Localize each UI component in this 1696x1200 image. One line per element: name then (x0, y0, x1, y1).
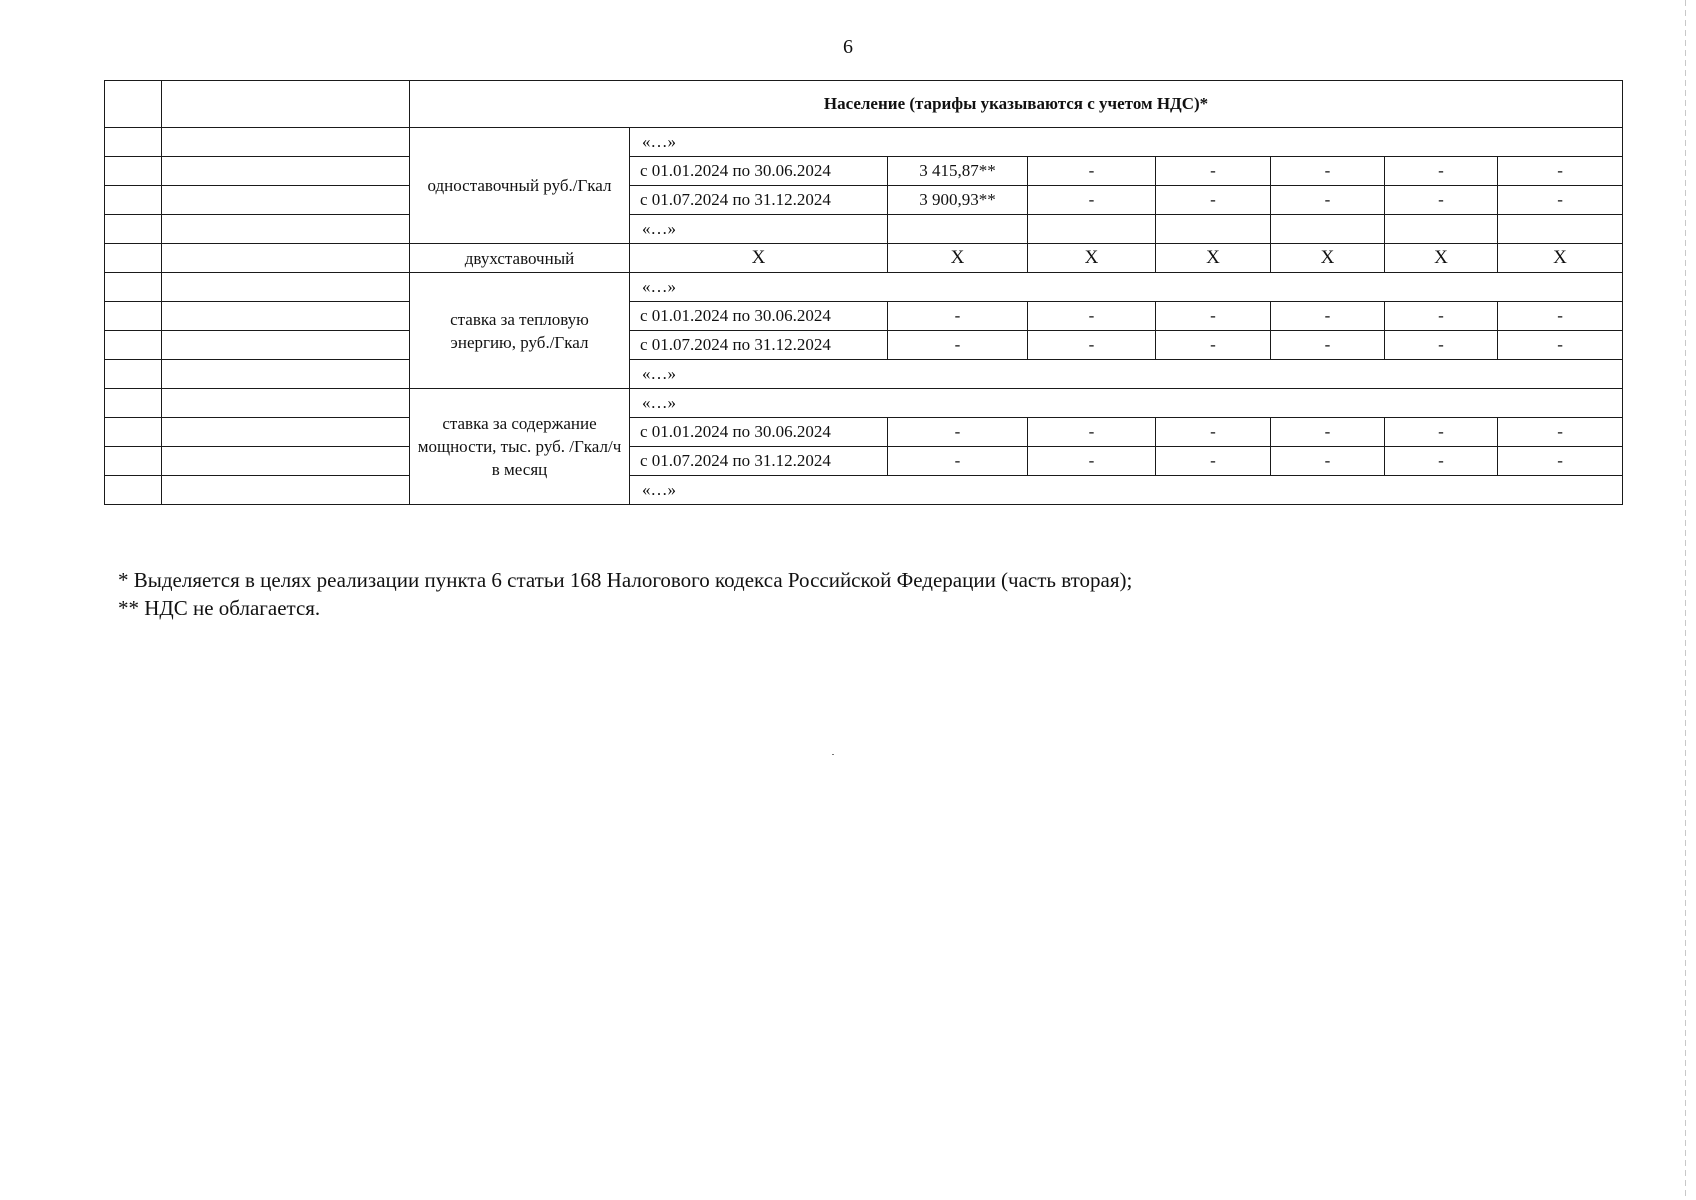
row-number-cell (105, 215, 162, 244)
ellipsis-cell: «…» (630, 389, 1623, 418)
table-row (105, 157, 1623, 186)
row-number-cell (105, 302, 162, 331)
not-applicable-mark: X (1271, 244, 1385, 273)
not-applicable-mark: X (1156, 244, 1271, 273)
tariff-value-cell: - (1271, 157, 1385, 186)
empty-value-cell (1271, 215, 1385, 244)
row-number-cell (105, 273, 162, 302)
table-row (105, 389, 1623, 418)
scan-speck (832, 754, 834, 755)
not-applicable-mark: X (630, 244, 888, 273)
tariff-table-body (105, 81, 1623, 505)
row-name-cell (162, 418, 410, 447)
tariff-value-cell: 3 415,87** (888, 157, 1028, 186)
tariff-value-cell: - (888, 447, 1028, 476)
section-header: Население (тарифы указываются с учетом НДС)* (410, 81, 1623, 128)
tariff-value-cell: - (1028, 186, 1156, 215)
row-number-cell (105, 157, 162, 186)
tariff-value-cell: - (1271, 418, 1385, 447)
tariff-value-cell: - (1385, 331, 1498, 360)
ellipsis-cell: «…» (630, 273, 1623, 302)
tariff-value-cell: - (1156, 186, 1271, 215)
tariff-value-cell: - (1028, 302, 1156, 331)
row-number-cell (105, 81, 162, 128)
tariff-table (104, 80, 1623, 505)
not-applicable-mark: X (888, 244, 1028, 273)
tariff-value-cell: - (1028, 157, 1156, 186)
period-cell: с 01.01.2024 по 30.06.2024 (630, 302, 888, 331)
tariff-value-cell: - (1156, 447, 1271, 476)
ellipsis-cell: «…» (630, 128, 1623, 157)
page-number: 6 (843, 36, 853, 58)
table-row (105, 186, 1623, 215)
ellipsis-cell: «…» (630, 215, 888, 244)
period-cell: с 01.01.2024 по 30.06.2024 (630, 157, 888, 186)
tariff-category-label: одноставочный руб./Гкал (410, 128, 630, 244)
row-number-cell (105, 418, 162, 447)
not-applicable-mark: X (1498, 244, 1623, 273)
row-name-cell (162, 128, 410, 157)
scan-edge-line (1685, 0, 1686, 1200)
tariff-value-cell: - (1156, 418, 1271, 447)
table-row (105, 302, 1623, 331)
tariff-value-cell: - (1156, 157, 1271, 186)
row-name-cell (162, 476, 410, 505)
not-applicable-mark: X (1385, 244, 1498, 273)
table-row (105, 331, 1623, 360)
tariff-value-cell: - (1498, 186, 1623, 215)
tariff-value-cell: - (1498, 447, 1623, 476)
tariff-value-cell: - (1028, 447, 1156, 476)
row-name-cell (162, 331, 410, 360)
table-row (105, 273, 1623, 302)
empty-value-cell (1156, 215, 1271, 244)
row-number-cell (105, 331, 162, 360)
footnotes (118, 566, 1132, 622)
row-name-cell (162, 389, 410, 418)
tariff-value-cell: - (1385, 418, 1498, 447)
table-row (105, 244, 1623, 273)
tariff-value-cell: - (1271, 447, 1385, 476)
empty-value-cell (1028, 215, 1156, 244)
table-row (105, 128, 1623, 157)
period-cell: с 01.07.2024 по 31.12.2024 (630, 447, 888, 476)
empty-value-cell (888, 215, 1028, 244)
empty-value-cell (1498, 215, 1623, 244)
ellipsis-cell: «…» (630, 476, 1623, 505)
period-cell: с 01.07.2024 по 31.12.2024 (630, 186, 888, 215)
table-row (105, 215, 1623, 244)
tariff-value-cell: - (1156, 302, 1271, 331)
period-cell: с 01.07.2024 по 31.12.2024 (630, 331, 888, 360)
tariff-value-cell: - (1498, 302, 1623, 331)
row-number-cell (105, 186, 162, 215)
tariff-value-cell: - (1498, 418, 1623, 447)
footnote-vat-allocated: * Выделяется в целях реализации пункта 6 статьи 168 Налогового кодекса Российской Федерации (часть вторая); (118, 568, 1133, 592)
row-number-cell (105, 476, 162, 505)
row-number-cell (105, 128, 162, 157)
tariff-value-cell: - (1028, 331, 1156, 360)
row-number-cell (105, 389, 162, 418)
row-name-cell (162, 81, 410, 128)
row-name-cell (162, 244, 410, 273)
table-row (105, 360, 1623, 389)
tariff-value-cell: - (888, 302, 1028, 331)
row-name-cell (162, 157, 410, 186)
tariff-value-cell: - (1028, 418, 1156, 447)
row-name-cell (162, 302, 410, 331)
period-cell: с 01.01.2024 по 30.06.2024 (630, 418, 888, 447)
tariff-value-cell: - (1385, 157, 1498, 186)
row-name-cell (162, 447, 410, 476)
row-number-cell (105, 360, 162, 389)
tariff-value-cell: 3 900,93** (888, 186, 1028, 215)
row-name-cell (162, 215, 410, 244)
not-applicable-mark: X (1028, 244, 1156, 273)
tariff-category-label: ставка за тепловую энергию, руб./Гкал (410, 273, 630, 389)
ellipsis-cell: «…» (630, 360, 1623, 389)
row-number-cell (105, 447, 162, 476)
row-name-cell (162, 186, 410, 215)
table-row (105, 447, 1623, 476)
table-row (105, 418, 1623, 447)
tariff-value-cell: - (1498, 157, 1623, 186)
tariff-value-cell: - (888, 418, 1028, 447)
tariff-value-cell: - (1271, 186, 1385, 215)
footnote-vat-exempt: ** НДС не облагается. (118, 596, 321, 620)
tariff-value-cell: - (1385, 302, 1498, 331)
tariff-value-cell: - (1385, 186, 1498, 215)
tariff-category-label: двухставочный (410, 244, 630, 273)
tariff-value-cell: - (1156, 331, 1271, 360)
tariff-value-cell: - (1271, 331, 1385, 360)
empty-value-cell (1385, 215, 1498, 244)
row-number-cell (105, 244, 162, 273)
row-name-cell (162, 360, 410, 389)
table-row (105, 476, 1623, 505)
tariff-value-cell: - (1498, 331, 1623, 360)
tariff-value-cell: - (1385, 447, 1498, 476)
tariff-category-label: ставка за содержание мощности, тыс. руб. /Гкал/ч в месяц (410, 389, 630, 505)
tariff-value-cell: - (888, 331, 1028, 360)
header-row (105, 81, 1623, 128)
tariff-value-cell: - (1271, 302, 1385, 331)
row-name-cell (162, 273, 410, 302)
